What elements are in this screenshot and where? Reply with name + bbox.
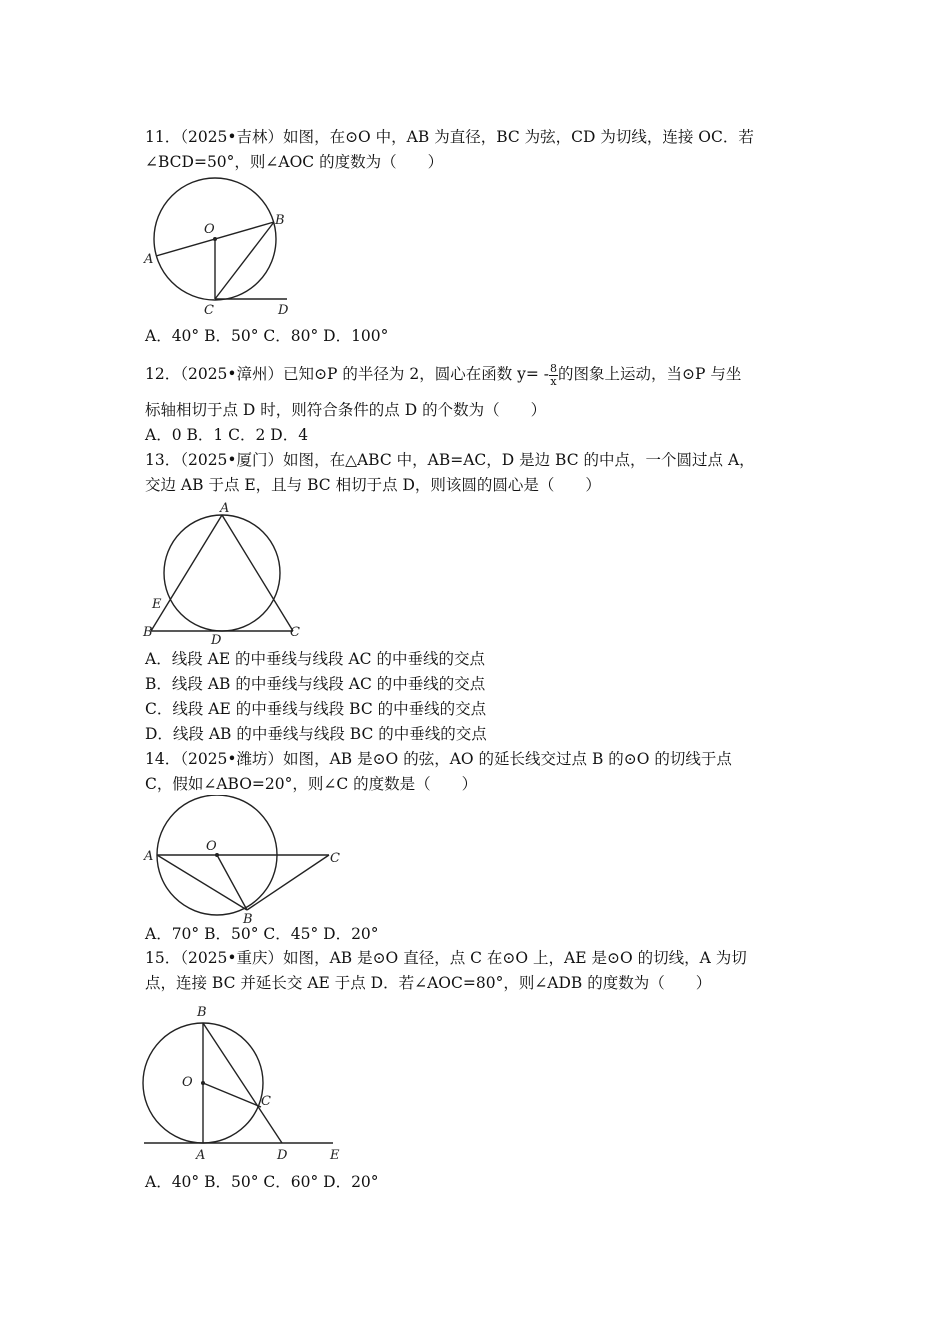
q11-figure (140, 176, 300, 326)
q11-stem-line-1: 11．（2025•吉林）如图，在⊙O 中，AB 为直径，BC 为弦，CD 为切线，连接 OC．若 (145, 128, 754, 146)
q13-option-c: C．线段 AE 的中垂线与线段 BC 的中垂线的交点 (145, 700, 487, 718)
q13-stem-line-1: 13．（2025•厦门）如图，在△ABC 中，AB=AC，D 是边 BC 的中点，一个圆过点 A， (145, 451, 755, 469)
q11-label-d: D (278, 303, 289, 318)
q15-label-a: A (196, 1148, 206, 1163)
q11-label-c: C (204, 303, 214, 318)
q13-label-c: C (290, 625, 300, 640)
q12-stem-line-2: 标轴相切于点 D 时，则符合条件的点 D 的个数为（ ） (145, 401, 547, 419)
q12-fraction-denominator: x (550, 374, 557, 388)
q13-label-e: E (152, 597, 162, 612)
q12-fraction-numerator: 8 (550, 361, 558, 375)
q11-stem-line-2: ∠BCD=50°，则∠AOC 的度数为（ ） (145, 153, 444, 171)
q12-stem-post: 的图象上运动，当⊙P 与坐 (558, 365, 742, 383)
q15-label-d: D (277, 1148, 288, 1163)
q14-label-o: O (206, 839, 217, 854)
q15-figure (140, 1000, 355, 1169)
q14-stem-line-2: C，假如∠ABO=20°，则∠C 的度数是（ ） (145, 775, 478, 793)
q13-label-d: D (211, 633, 222, 648)
q13-label-a: A (220, 501, 230, 516)
q15-stem-line-1: 15．（2025•重庆）如图，AB 是⊙O 直径，点 C 在⊙O 上，AE 是⊙O 的切线，A 为切 (145, 949, 747, 967)
q12-stem-pre: 12．（2025•漳州）已知⊙P 的半径为 2，圆心在函数 y= - (145, 365, 550, 383)
q15-options: A．40° B．50° C．60° D．20° (145, 1173, 379, 1191)
q12-fraction (549, 363, 558, 388)
q15-label-o: O (182, 1075, 193, 1090)
q14-figure (140, 795, 350, 929)
q13-option-b: B．线段 AB 的中垂线与线段 AC 的中垂线的交点 (145, 675, 486, 693)
q14-stem-line-1: 14．（2025•潍坊）如图，AB 是⊙O 的弦，AO 的延长线交过点 B 的⊙O 的切线于点 (145, 750, 732, 768)
q11-label-b: B (275, 213, 285, 228)
q13-figure (140, 498, 310, 652)
q11-label-o: O (204, 222, 215, 237)
q13-label-b: B (143, 625, 153, 640)
q13-option-d: D．线段 AB 的中垂线与线段 BC 的中垂线的交点 (145, 725, 487, 743)
q14-label-c: C (330, 851, 340, 866)
q12-stem-line-1 (145, 361, 741, 388)
q12-options: A．0 B．1 C．2 D．4 (145, 426, 309, 444)
q15-label-c: C (261, 1094, 271, 1109)
q13-option-a: A．线段 AE 的中垂线与线段 AC 的中垂线的交点 (145, 650, 485, 668)
q15-label-e: E (330, 1148, 340, 1163)
q15-label-b: B (197, 1005, 207, 1020)
q11-label-a: A (144, 252, 154, 267)
q14-label-b: B (243, 912, 253, 925)
q13-stem-line-2: 交边 AB 于点 E，且与 BC 相切于点 D，则该圆的圆心是（ ） (145, 476, 601, 494)
q14-label-a: A (144, 849, 154, 864)
q11-options: A．40° B．50° C．80° D．100° (145, 327, 389, 345)
q15-stem-line-2: 点，连接 BC 并延长交 AE 于点 D．若∠AOC=80°，则∠ADB 的度数为（ ） (145, 974, 712, 992)
q14-options: A．70° B．50° C．45° D．20° (145, 925, 379, 943)
